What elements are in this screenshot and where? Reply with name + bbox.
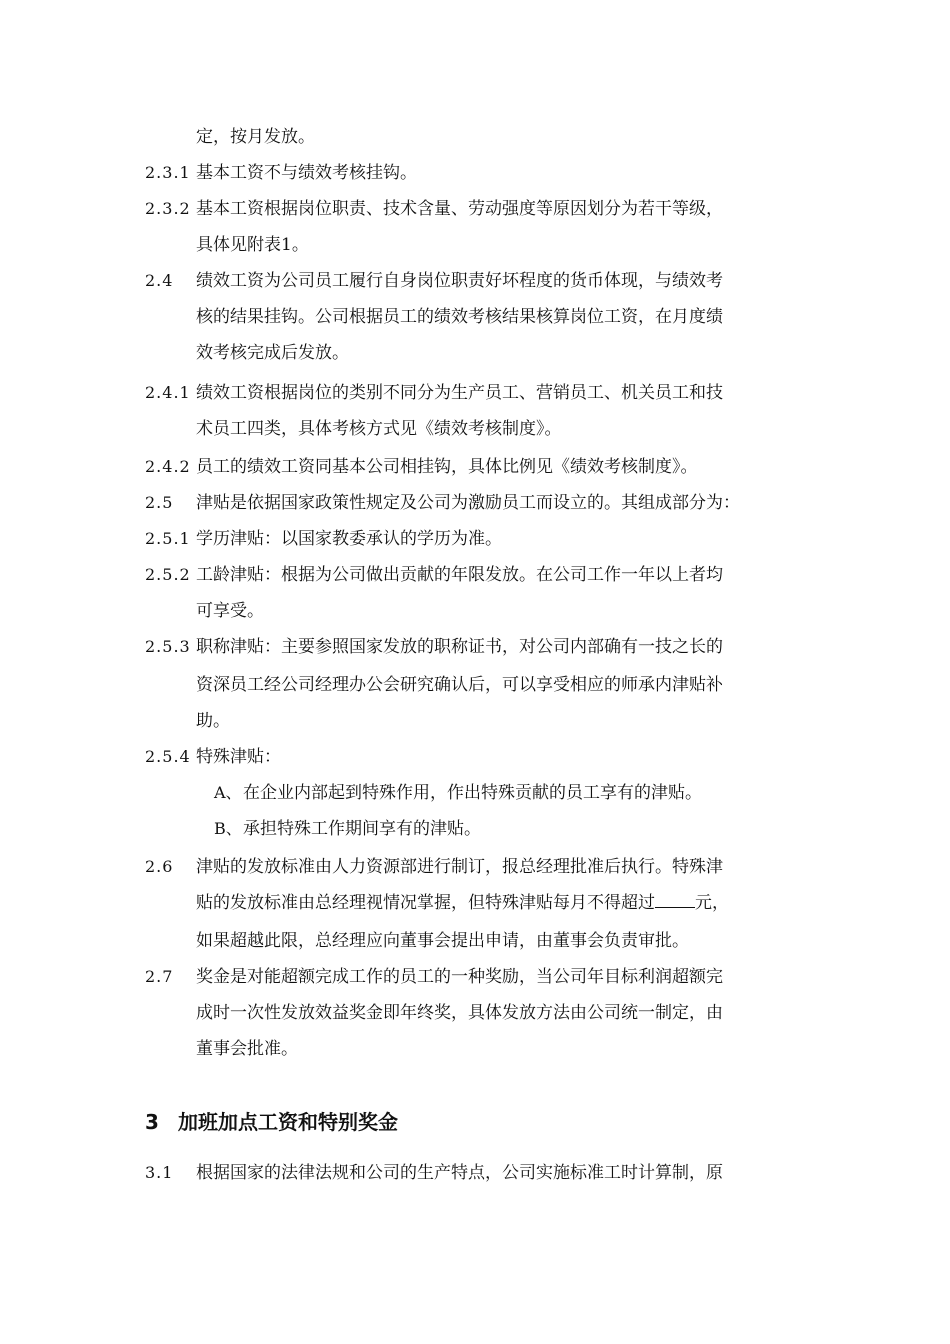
clause-number: 2.4 — [145, 271, 174, 290]
line-text: 核的结果挂钩。公司根据员工的绩效考核结果核算岗位工资，在月度绩 — [196, 307, 723, 327]
line-text: 可享受。 — [196, 601, 264, 621]
line-text: 根据国家的法律法规和公司的生产特点，公司实施标准工时计算制，原 — [196, 1163, 723, 1183]
clause-number: 2.7 — [145, 967, 174, 986]
clause-number: 2.3.1 — [145, 163, 191, 182]
line-text: 特殊津贴： — [196, 747, 281, 767]
line-text: 董事会批准。 — [196, 1039, 298, 1059]
clause-number: 2.5.4 — [145, 747, 191, 766]
line-text: 在企业内部起到特殊作用，作出特殊贡献的员工享有的津贴。 — [243, 783, 702, 803]
line-text: 职称津贴：主要参照国家发放的职称证书，对公司内部确有一技之长的 — [196, 637, 723, 657]
sub-item-marker: A、 — [214, 783, 242, 802]
line-text: 员工的绩效工资同基本公司相挂钩，具体比例见《绩效考核制度》。 — [196, 457, 698, 477]
section-number: 3 — [145, 1110, 159, 1134]
line-text: 基本工资不与绩效考核挂钩。 — [196, 163, 417, 183]
line-text — [196, 888, 729, 918]
section-title: 加班加点工资和特别奖金 — [178, 1110, 398, 1134]
line-text: 基本工资根据岗位职责、技术含量、劳动强度等原因划分为若干等级， — [196, 199, 723, 219]
line-text: 成时一次性发放效益奖金即年终奖，具体发放方法由公司统一制定，由 — [196, 1003, 723, 1023]
line-text: 资深员工经公司经理办公会研究确认后，可以享受相应的师承内津贴补 — [196, 675, 723, 695]
line-text: 绩效工资为公司员工履行自身岗位职责好坏程度的货币体现，与绩效考 — [196, 271, 723, 291]
line-text: 津贴是依据国家政策性规定及公司为激励员工而设立的。其组成部分为： — [196, 493, 740, 513]
line-text: 工龄津贴：根据为公司做出贡献的年限发放。在公司工作一年以上者均 — [196, 565, 723, 585]
clause-number: 3.1 — [145, 1163, 174, 1182]
amount-blank — [655, 889, 695, 908]
line-text: 如果超越此限，总经理应向董事会提出申请，由董事会负责审批。 — [196, 931, 689, 951]
clause-number: 2.5.3 — [145, 637, 191, 656]
clause-number: 2.4.2 — [145, 457, 191, 476]
line-text: 效考核完成后发放。 — [196, 343, 349, 363]
clause-number: 2.4.1 — [145, 383, 191, 402]
sub-item-marker: B、 — [214, 819, 242, 838]
line-text: 术员工四类，具体考核方式见《绩效考核制度》。 — [196, 419, 562, 439]
clause-number: 2.3.2 — [145, 199, 191, 218]
clause-number: 2.5 — [145, 493, 174, 512]
line-text: 奖金是对能超额完成工作的员工的一种奖励，当公司年目标利润超额完 — [196, 967, 723, 987]
line-text: 学历津贴：以国家教委承认的学历为准。 — [196, 529, 502, 549]
line-text: 承担特殊工作期间享有的津贴。 — [243, 819, 481, 839]
line-text-part: 元， — [695, 893, 729, 913]
clause-number: 2.5.2 — [145, 565, 191, 584]
line-text: 助。 — [196, 711, 230, 731]
line-text: 定，按月发放。 — [196, 127, 315, 147]
line-text: 津贴的发放标准由人力资源部进行制订，报总经理批准后执行。特殊津 — [196, 857, 723, 877]
clause-number: 2.5.1 — [145, 529, 191, 548]
line-text: 绩效工资根据岗位的类别不同分为生产员工、营销员工、机关员工和技 — [196, 383, 723, 403]
line-text: 具体见附表1。 — [196, 235, 309, 255]
line-text-part: 贴的发放标准由总经理视情况掌握，但特殊津贴每月不得超过 — [196, 893, 655, 913]
clause-number: 2.6 — [145, 857, 174, 876]
